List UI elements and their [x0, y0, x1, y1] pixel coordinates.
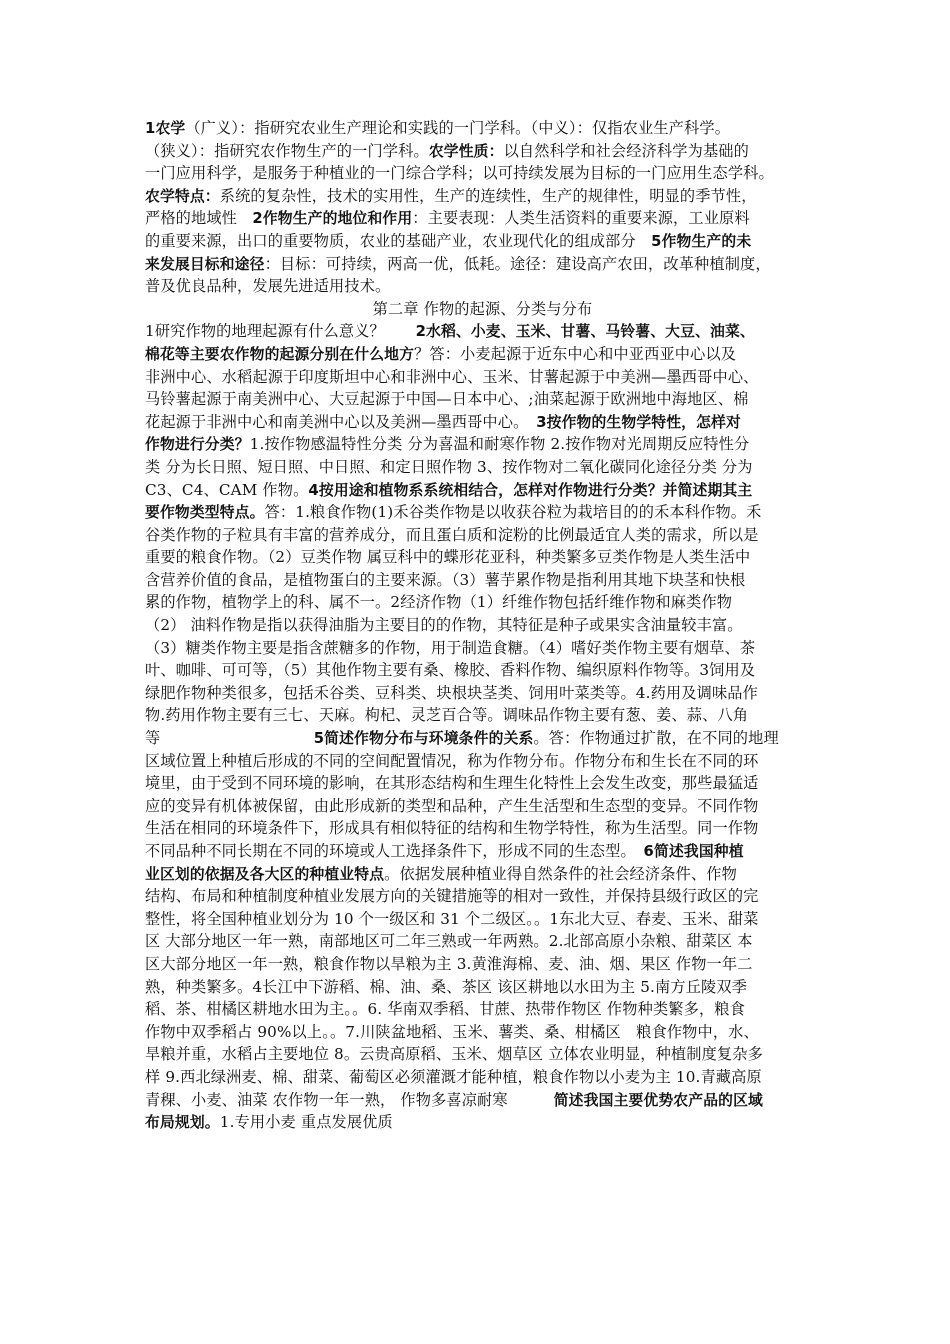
text-line [145, 795, 820, 818]
body-text: 旱粮并重，水稻占主要地位 8。云贵高原稻、玉米、烟草区 立体农业明显，种植制度复杂多 [145, 1045, 763, 1064]
body-text: 熟，种类繁多。4长江中下游稻、棉、油、桑、茶区 该区耕地以水田为主 5.南方丘陵双季 [145, 977, 748, 996]
body-text: 结构、布局和种植制度种植业发展方向的关键措施等的相对一致性，并保持县级行政区的完 [145, 887, 759, 906]
text-line [145, 1021, 820, 1044]
text-line [145, 343, 820, 366]
body-text: 含营养价值的食品，是植物蛋白的主要来源。（3）薯芋累作物是指利用其地下块茎和快根 [145, 570, 746, 589]
bold-question-text: 农学特点： [145, 187, 220, 205]
body-text: 1.按作物感温特性分类 分为喜温和耐寒作物 2.按作物对光周期反应特性分 [249, 435, 750, 454]
text-line [145, 1111, 820, 1134]
text-line [145, 840, 820, 863]
body-text: 应的变异有机体被保留，由此形成新的类型和品种，产生生活型和生态型的变异。不同作物 [145, 796, 759, 815]
text-line [145, 659, 820, 682]
body-text: 生活在相同的环境条件下，形成具有相似特征的结构和生物学特性，称为生活型。同一作物 [145, 819, 759, 838]
text-line [145, 501, 820, 524]
bold-question-text: 5简述作物分布与环境条件的关系 [313, 730, 534, 748]
body-text: （广义）：指研究农业生产理论和实践的一门学科。（中义）：仅指农业生产科学。 [185, 119, 731, 137]
text-line [145, 1089, 820, 1112]
text-line [145, 117, 820, 140]
body-text: ：主要表现：人类生活资料的重要来源，工业原料 [412, 209, 750, 228]
text-line [145, 772, 820, 795]
body-text: 1研究作物的地理起源有什么意义？ [145, 322, 416, 341]
body-text: 一门应用科学，是服务于种植业的一门综合学科；以可持续发展为目标的一门应用生态学科。 [145, 164, 774, 183]
text-line [145, 885, 820, 908]
body-text: 。依据发展种植业得自然条件的社会经济条件、作物 [384, 864, 737, 883]
bold-question-text: 作物进行分类？ [145, 436, 250, 454]
body-text: 第二章 作物的起源、分类与分布 [372, 299, 593, 318]
body-text: ：目标：可持续，两高一优，低耗。途径：建设高产农田，改革种植制度， [264, 254, 771, 273]
text-line [145, 162, 820, 185]
text-line [145, 637, 820, 660]
text-line [145, 456, 820, 479]
body-text: 叶、咖啡、可可等，（5）其他作物主要有桑、橡胶、香料作物、编织原料作物等。3饲用及 [145, 661, 756, 680]
text-line [145, 817, 820, 840]
bold-question-text: 1农学 [145, 120, 186, 137]
text-line [145, 388, 820, 411]
text-line [145, 908, 820, 931]
body-text: （3）糖类作物主要是指含蔗糖多的作物，用于制造食糖。（4）嗜好类作物主要有烟草、茶 [145, 638, 756, 657]
text-line [145, 727, 820, 750]
body-text: 的重要来源，出口的重要物质，农业的基础产业，农业现代化的组成部分 [145, 231, 652, 250]
body-text: 不同品种不同长期在不同的环境或人工选择条件下，形成不同的生态型。 [145, 842, 644, 860]
text-line [145, 614, 820, 637]
text-line [145, 230, 820, 253]
bold-question-text: 来发展目标和途径 [145, 255, 265, 273]
text-line [145, 976, 820, 999]
text-line [145, 185, 820, 208]
bold-question-text: 简述我国主要优势农产品的区域 [553, 1091, 763, 1109]
body-text: 区域位置上种植后形成的不同的空间配置情况，称为作物分布。作物分布和生长在不同的环 [145, 751, 759, 770]
body-text: 物.药用作物主要有三七、天麻。枸杞、灵芝百合等。调味品作物主要有葱、姜、蒜、八角 [145, 706, 749, 725]
bold-question-text: 4按用途和植物系系统相结合，怎样对作物进行分类？并简述期其主 [308, 481, 753, 499]
text-line [145, 704, 820, 727]
body-text: 普及优良品种，发展先进适用技术。 [145, 277, 391, 296]
bold-question-text: 棉花等主要农作物的起源分别在什么地方 [145, 345, 415, 363]
text-line [145, 320, 820, 343]
body-text: 系统的复杂性，技术的实用性，生产的连续性，生产的规律性，明显的季节性， [219, 186, 757, 205]
body-text: 答：1.粮食作物(1)禾谷类作物是以收获谷粒为栽培目的的禾本科作物。禾 [264, 503, 762, 522]
body-text: （2） 油料作物是指以获得油脂为主要目的的作物，其特征是种子或果实含油量较丰富。 [145, 616, 743, 635]
body-text: 谷类作物的子粒具有丰富的营养成分，而且蛋白质和淀粉的比例最适宜人类的需求，所以是 [145, 525, 759, 544]
text-line [145, 253, 820, 276]
body-text: 青稞、小麦、油菜 农作物一年一熟， 作物多喜凉耐寒 [145, 1090, 554, 1109]
body-text: 区 大部分地区一年一熟，南部地区可二年三熟或一年两熟。2.北部高原小杂粮、甜菜区 本 [145, 932, 753, 951]
bold-question-text: 3按作物的生物学特性，怎样对 [536, 413, 741, 431]
text-line [145, 1043, 820, 1066]
text-line [145, 546, 820, 569]
text-line [145, 998, 820, 1021]
body-text: C3、C4、CAM 作物。 [145, 480, 309, 499]
text-line [145, 863, 820, 886]
text-line [145, 682, 820, 705]
body-text: 以自然科学和社会经济科学为基础的 [503, 141, 749, 160]
body-text: 稻、茶、柑橘区耕地水田为主。。6. 华南双季稻、甘蔗、热带作物区 作物种类繁多，粮食 [145, 1000, 745, 1019]
body-text: 作物中双季稻占 90%以上。。7.川陕盆地稻、玉米、薯类、桑、柑橘区 粮食作物中，水、 [145, 1022, 759, 1041]
body-text: 。答：作物通过扩散，在不同的地理 [533, 729, 779, 748]
document-body [145, 117, 820, 1134]
body-text: 等 [145, 729, 314, 748]
bold-question-text: 6简述我国种植 [643, 843, 744, 860]
body-text: （狭义）：指研究农作物生产的一门学科。 [145, 141, 429, 160]
text-line [145, 479, 820, 502]
text-line [145, 569, 820, 592]
bold-question-text: 农学性质： [428, 142, 504, 160]
text-line [145, 275, 820, 298]
bold-question-text: 2作物生产的地位和作用 [252, 210, 413, 228]
body-text: 绿肥作物种类很多，包括禾谷类、豆科类、块根块茎类、饲用叶菜类等。4.药用及调味品作 [145, 683, 758, 702]
body-text: 累的作物，植物学上的科、属不一。2经济作物（1）纤维作物包括纤维作物和麻类作物 [145, 593, 733, 612]
text-line [145, 591, 820, 614]
body-text: 区大部分地区一年一熟，粮食作物以旱粮为主 3.黄淮海棉、麦、油、烟、果区 作物一年二 [145, 954, 753, 973]
text-line [145, 1066, 820, 1089]
text-line [145, 524, 820, 547]
body-text: 境里，由于受到不同环境的影响，在其形态结构和生理生化特性上会发生改变，那些最猛适 [145, 774, 759, 793]
chapter-heading [145, 298, 820, 321]
text-line [145, 953, 820, 976]
body-text: 1.专用小麦 重点发展优质 [219, 1113, 393, 1132]
body-text: 马铃薯起源于南美洲中心、大豆起源于中国—日本中心、;油菜起源于欧洲地中海地区、棉 [145, 390, 749, 409]
text-line [145, 207, 820, 230]
body-text: 严格的地域性 [145, 209, 253, 228]
text-line [145, 433, 820, 456]
text-line [145, 140, 820, 163]
bold-question-text: 5作物生产的未 [651, 232, 752, 250]
body-text: ？答：小麦起源于近东中心和中亚西亚中心以及 [414, 344, 737, 363]
body-text: 样 9.西北绿洲麦、棉、甜菜、葡萄区必须灌溉才能种植，粮食作物以小麦为主 10.青藏高原 [145, 1067, 762, 1086]
bold-question-text: 业区划的依据及各大区的种植业特点 [145, 865, 385, 883]
text-line [145, 930, 820, 953]
bold-question-text: 布局规划。 [145, 1114, 220, 1132]
body-text: 花起源于非洲中心和南美洲中心以及美洲—墨西哥中心。 [145, 412, 537, 431]
body-text: 整性，将全国种植业划分为 10 个一级区和 31 个二级区。。1东北大豆、春麦、玉米、甜菜 [145, 909, 759, 928]
text-line [145, 411, 820, 434]
body-text: 重要的粮食作物。（2）豆类作物 属豆科中的蝶形花亚科，种类繁多豆类作物是人类生活中 [145, 548, 751, 567]
text-line [145, 366, 820, 389]
bold-question-text: 2水稻、小麦、玉米、甘薯、马铃薯、大豆、油菜、 [415, 323, 755, 341]
body-text: 类 分为长日照、短日照、中日照、和定日照作物 3、按作物对二氧化碳同化途径分类 分为 [145, 457, 753, 476]
text-line [145, 750, 820, 773]
bold-question-text: 要作物类型特点。 [145, 504, 265, 522]
body-text: 非洲中心、水稻起源于印度斯坦中心和非洲中心、玉米、甘薯起源于中美洲—墨西哥中心、 [145, 367, 759, 386]
